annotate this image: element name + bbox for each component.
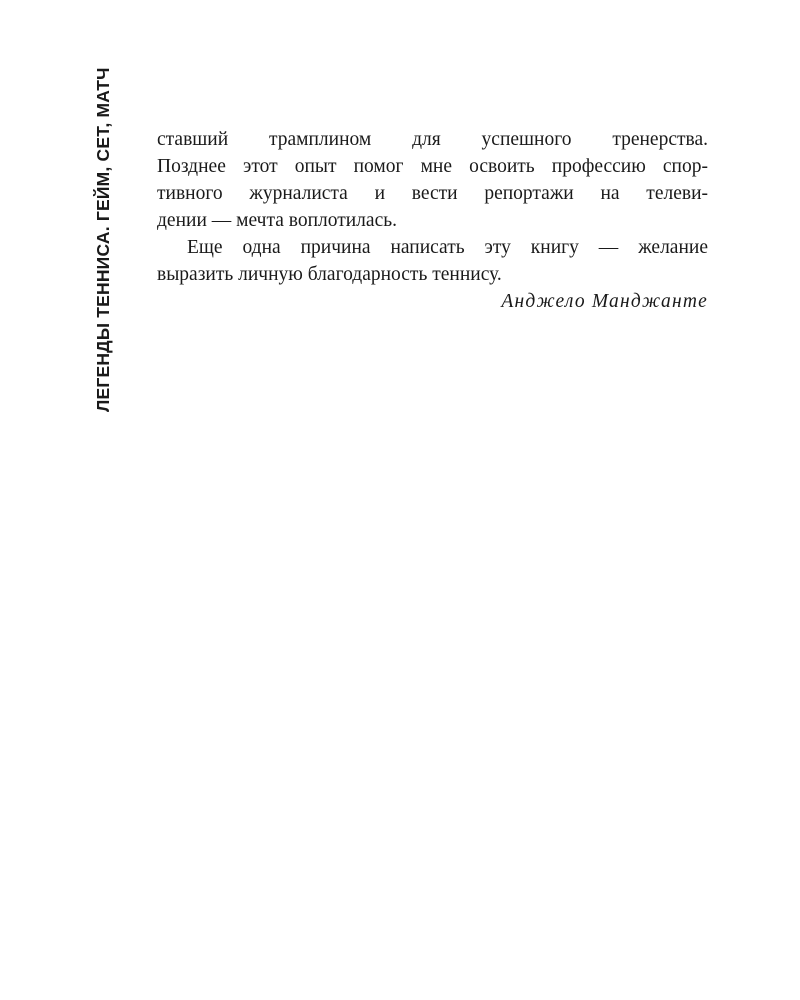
author-signature: Анджело Манджанте — [501, 291, 708, 312]
text-line: тивного журналиста и вести репортажи на телеви- — [157, 183, 708, 204]
text-line: Еще одна причина написать эту книгу — желание — [187, 237, 708, 258]
text-line: ставший трамплином для успешного тренерства. — [157, 129, 708, 150]
body-text — [157, 126, 708, 315]
running-head: ЛЕГЕНДЫ ТЕННИСА. ГЕЙМ, СЕТ, МАТЧ — [93, 67, 113, 412]
text-line: дении — мечта воплотилась. — [157, 210, 397, 231]
text-line: Позднее этот опыт помог мне освоить профессию спор- — [157, 156, 708, 177]
text-line: выразить личную благодарность теннису. — [157, 264, 502, 285]
